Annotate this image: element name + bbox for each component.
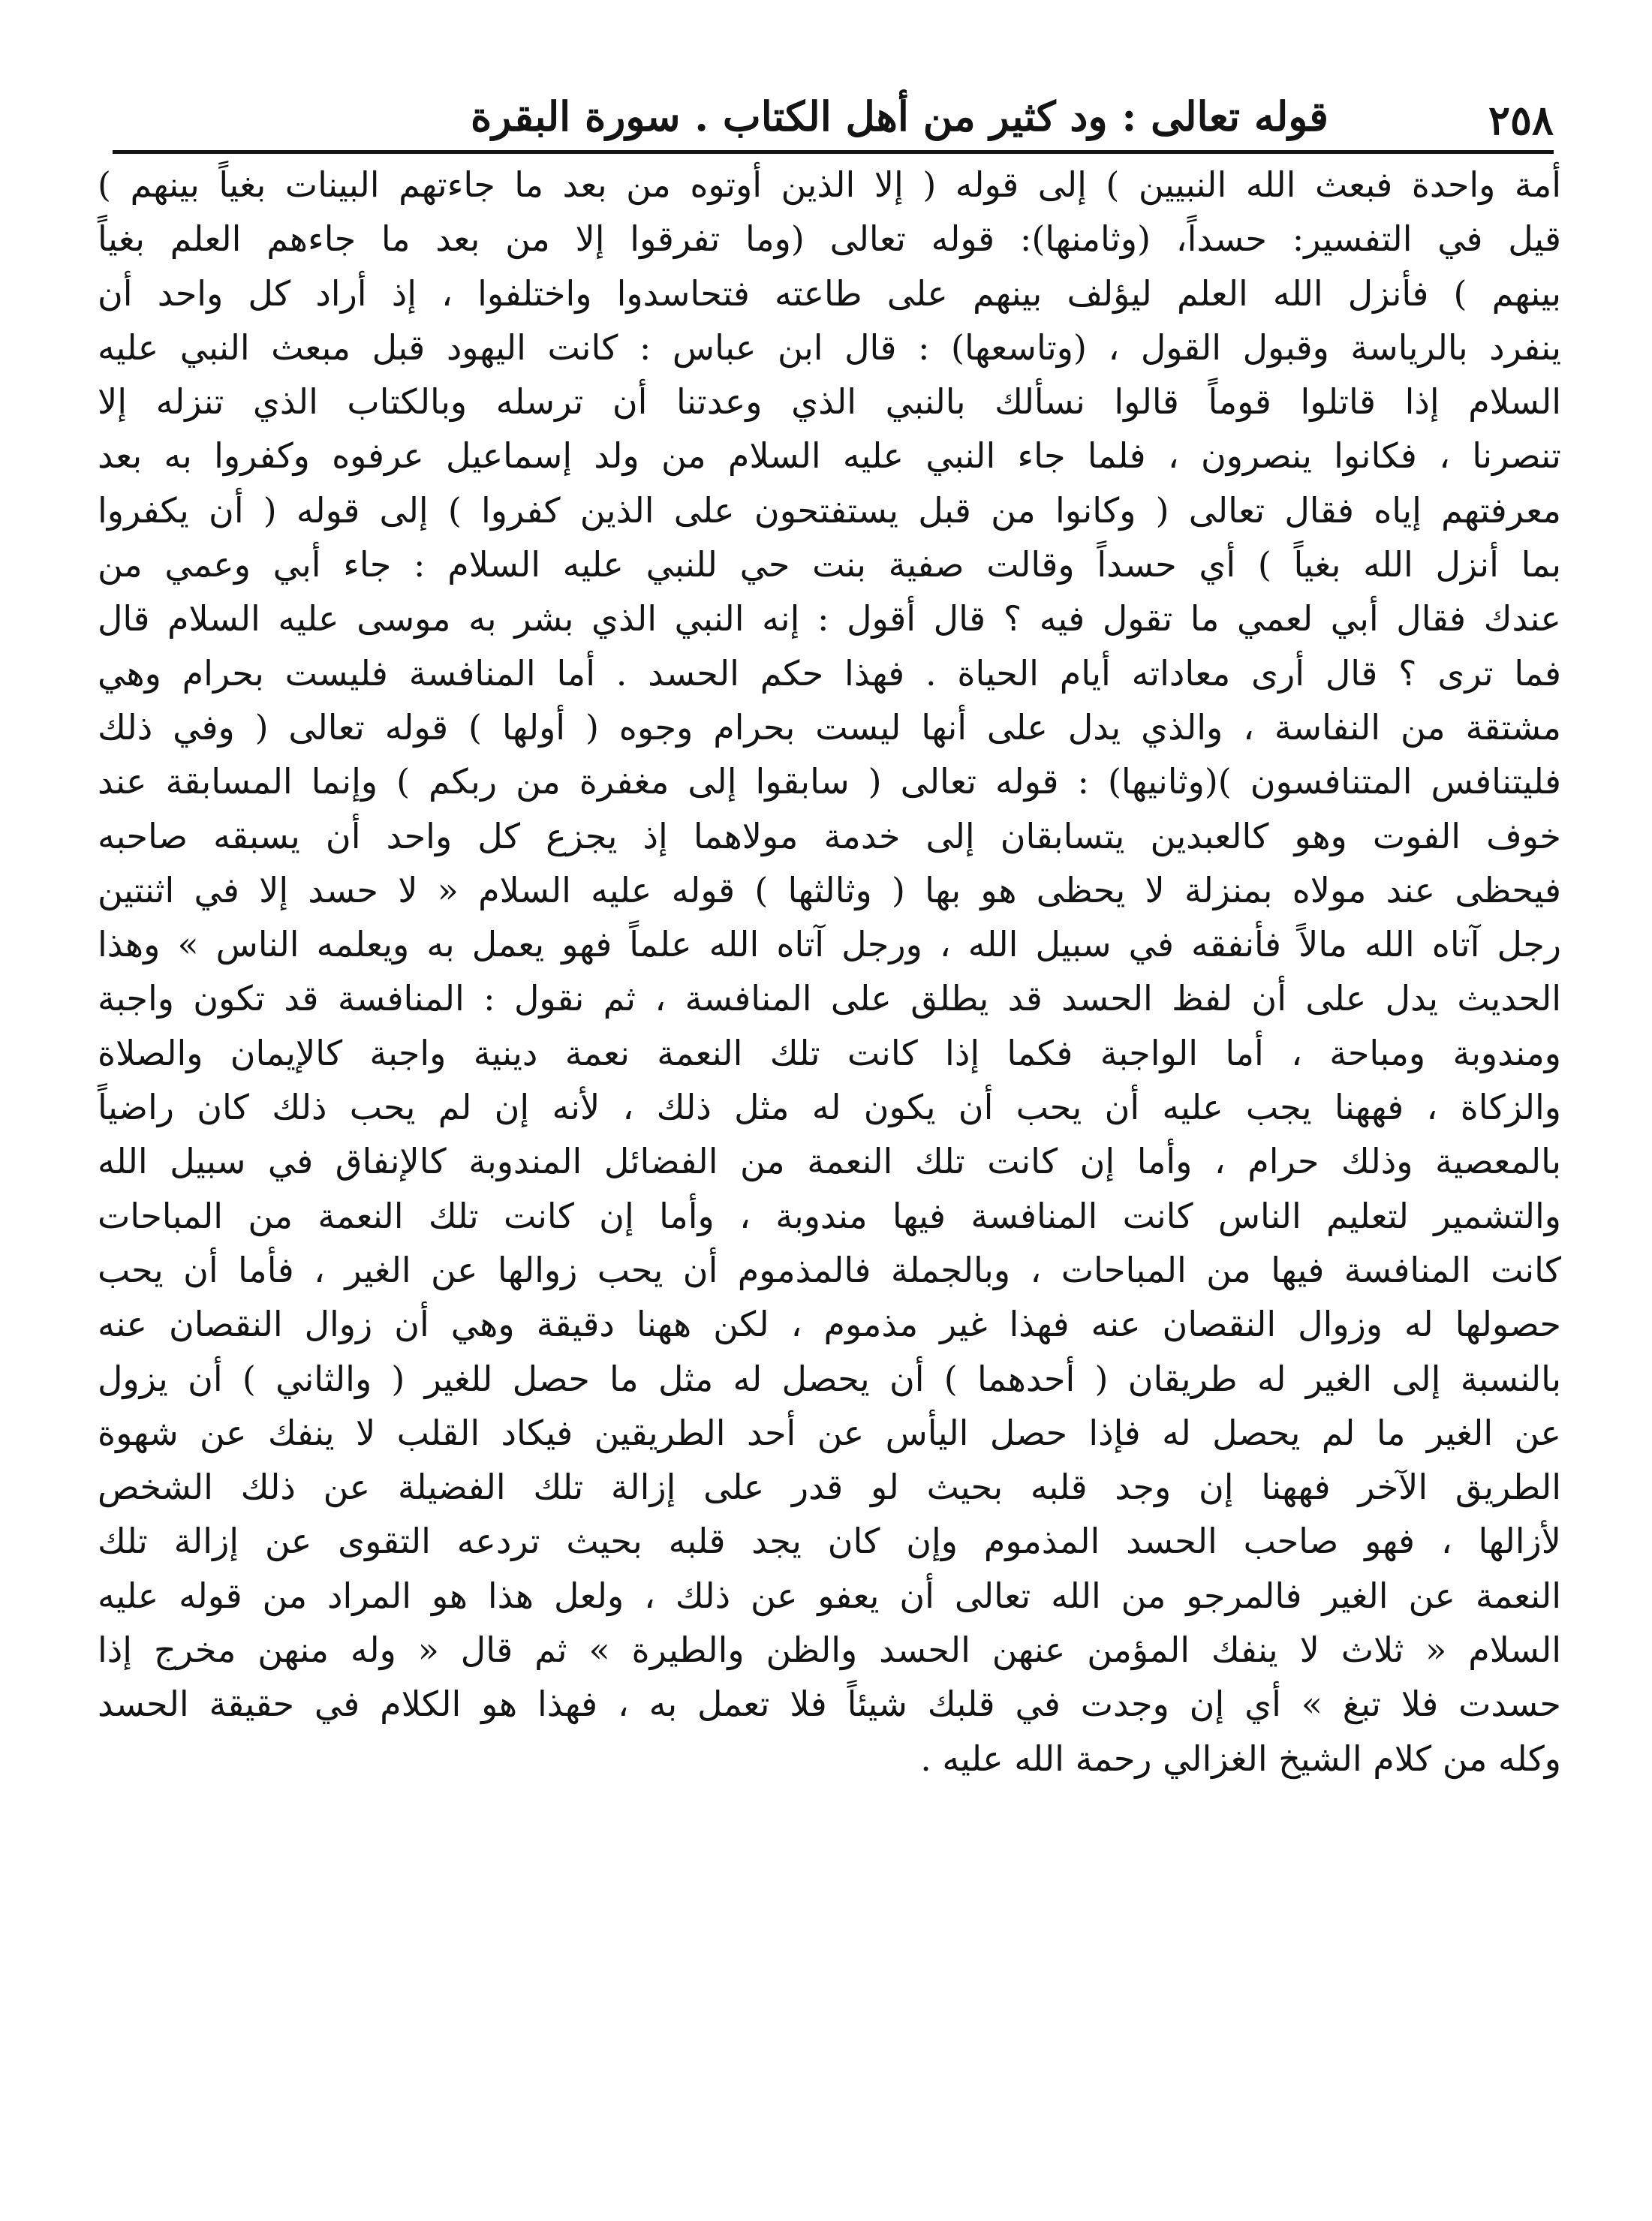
running-title: قوله تعالى : ود كثير من أهل الكتاب . سورة البقرة	[471, 92, 1329, 140]
page-header	[113, 83, 1554, 154]
text-line: بالمعصية وذلك حرام ، وأما إن كانت تلك النعمة من الفضائل المندوبة كالإنفاق في سبيل الله	[98, 1141, 1561, 1182]
text-line: مشتقة من النفاسة ، والذي يدل على أنها ليست بحرام وجوه ( أولها ) قوله تعالى ( وفي ذلك	[98, 706, 1561, 748]
text-line: لأزالها ، فهو صاحب الحسد المذموم وإن كان يجد قلبه بحيث تردعه التقوى عن إزالة تلك	[98, 1521, 1561, 1562]
text-line: فيحظى عند مولاه بمنزلة لا يحظى هو بها ( وثالثها ) قوله عليه السلام « لا حسد إلا في اثنتين	[98, 869, 1561, 910]
text-line: ينفرد بالرياسة وقبول القول ، (وتاسعها) : قال ابن عباس : كانت اليهود قبل مبعث النبي عليه	[98, 327, 1561, 368]
text-line: بما أنزل الله بغياً ) أي حسداً وقالت صفية بنت حي للنبي عليه السلام : جاء أبي وعمي من	[98, 544, 1561, 585]
text-line: بينهم ) فأنزل الله العلم ليؤلف بينهم على طاعته فتحاسدوا واختلفوا ، إذ أراد كل واحد أن	[98, 272, 1561, 314]
page-number: ٢٥٨	[1488, 96, 1554, 144]
text-line: تنصرنا ، فكانوا ينصرون ، فلما جاء النبي عليه السلام من ولد إسماعيل عرفوه وكفروا به بعد	[98, 435, 1561, 477]
text-line-last: وكله من كلام الشيخ الغزالي رحمة الله عليه .	[920, 1738, 1561, 1779]
text-line: والزكاة ، فههنا يجب عليه أن يحب أن يكون له مثل ذلك ، لأنه إن لم يحب ذلك كان راضياً	[98, 1087, 1562, 1128]
text-line: عندك فقال أبي لعمي ما تقول فيه ؟ قال أقول : إنه النبي الذي بشر به موسى عليه السلام قال	[98, 598, 1561, 640]
text-line: قيل في التفسير: حسداً، (وثامنها): قوله تعالى (وما تفرقوا إلا من بعد ما جاءهم العلم بغياً	[98, 218, 1561, 260]
header-rule	[113, 150, 1554, 154]
text-line: الحديث يدل على أن لفظ الحسد قد يطلق على المنافسة ، ثم نقول : المنافسة قد تكون واجبة	[98, 978, 1561, 1019]
text-line: رجل آتاه الله مالاً فأنفقه في سبيل الله ، ورجل آتاه الله علماً فهو يعمل به ويعلمه الناس » وهذا	[98, 924, 1561, 965]
text-line: السلام إذا قاتلوا قوماً قالوا نسألك بالنبي الذي وعدتنا أن ترسله وبالكتاب الذي تنزله إلا	[98, 381, 1561, 423]
text-line: فما ترى ؟ قال أرى معاداته أيام الحياة . فهذا حكم الحسد . أما المنافسة فليست بحرام وهي	[98, 652, 1561, 694]
text-line: خوف الفوت وهو كالعبدين يتسابقان إلى خدمة مولاهما إذ يجزع كل واحد أن يسبقه صاحبه	[98, 815, 1561, 856]
text-line: أمة واحدة فبعث الله النبيين ) إلى قوله ( إلا الذين أوتوه من بعد ما جاءتهم البينات بغياً بينهم )	[98, 164, 1561, 205]
text-line: كانت المنافسة فيها من المباحات ، وبالجملة فالمذموم أن يحب زوالها عن الغير ، فأما أن يحب	[98, 1249, 1561, 1290]
text-line: فليتنافس المتنافسون )(وثانيها) : قوله تعالى ( سابقوا إلى مغفرة من ربكم ) وإنما المسابقة عند	[98, 761, 1561, 802]
text-line: معرفتهم إياه فقال تعالى ( وكانوا من قبل يستفتحون على الذين كفروا ) إلى قوله ( أن يكفروا	[98, 489, 1561, 531]
body-text	[98, 158, 1561, 1786]
text-line: حسدت فلا تبغ » أي إن وجدت في قلبك شيئاً فلا تعمل به ، فهذا هو الكلام في حقيقة الحسد	[98, 1684, 1561, 1725]
text-line: بالنسبة إلى الغير له طريقان ( أحدهما ) أن يحصل له مثل ما حصل للغير ( والثاني ) أن يزول	[98, 1358, 1561, 1399]
text-line: والتشمير لتعليم الناس كانت المنافسة فيها مندوبة ، وأما إن كانت تلك النعمة من المباحات	[98, 1195, 1561, 1236]
text-line: الطريق الآخر فههنا إن وجد قلبه بحيث لو قدر على إزالة تلك الفضيلة عن ذلك الشخص	[98, 1467, 1561, 1508]
text-line: النعمة عن الغير فالمرجو من الله تعالى أن يعفو عن ذلك ، ولعل هذا هو المراد من قوله عليه	[98, 1575, 1561, 1616]
text-line: حصولها له وزوال النقصان عنه فهذا غير مذموم ، لكن ههنا دقيقة وهي أن زوال النقصان عنه	[98, 1304, 1561, 1345]
text-line: عن الغير ما لم يحصل له فإذا حصل اليأس عن أحد الطريقين فيكاد القلب لا ينفك عن شهوة	[98, 1412, 1561, 1453]
text-line: السلام « ثلاث لا ينفك المؤمن عنهن الحسد والظن والطيرة » ثم قال « وله منهن مخرج إذا	[98, 1630, 1561, 1671]
text-line: ومندوبة ومباحة ، أما الواجبة فكما إذا كانت تلك النعمة نعمة دينية واجبة كالإيمان والصلاة	[98, 1032, 1562, 1073]
